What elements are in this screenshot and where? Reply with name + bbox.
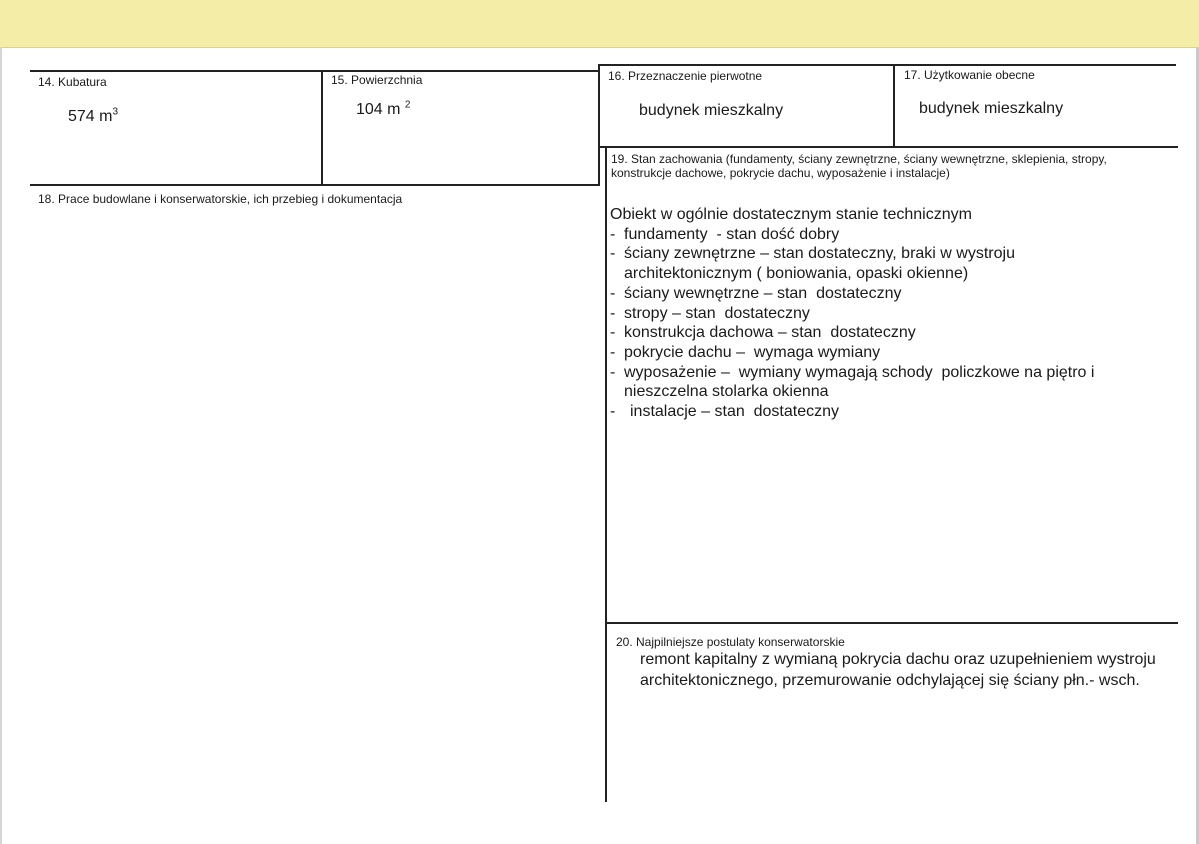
field-14-label: 14. Kubatura — [38, 75, 107, 89]
list-item-text: architektonicznym ( boniowania, opaski okienne) — [624, 265, 969, 283]
field-15-number: 104 m — [356, 101, 405, 118]
list-item — [610, 323, 1170, 343]
list-item-text: instalacje – stan dostateczny — [630, 403, 840, 421]
list-item-text: ściany zewnętrzne – stan dostateczny, braki w wystroju — [624, 245, 1015, 263]
list-dash: - — [610, 245, 616, 263]
list-item — [610, 363, 1170, 383]
list-item — [610, 284, 1170, 304]
list-item-text: ściany wewnętrzne – stan dostateczny — [624, 284, 902, 302]
list-dash: - — [610, 363, 616, 381]
field-17-value: budynek mieszkalny — [919, 100, 1064, 117]
field-17-label: 17. Użytkowanie obecne — [904, 68, 1035, 82]
list-item-text: stropy – stan dostateczny — [624, 304, 810, 322]
rule-col-16-17 — [893, 64, 895, 148]
field-15-unit-exponent: 2 — [404, 99, 411, 111]
field-15-value — [356, 101, 410, 119]
list-dash: - — [610, 343, 616, 361]
list-item-text: nieszczelna stolarka okienna — [624, 383, 829, 401]
field-14-number: 574 m — [68, 108, 113, 125]
list-item-text: fundamenty - stan dość dobry — [624, 225, 840, 243]
field-20-line2: architektonicznego, przemurowanie odchylającej się ściany płn.- wsch. — [640, 672, 1140, 689]
list-item-text: wyposażenie – wymiany wymagają schody policzkowe na piętro i — [624, 363, 1095, 381]
rule-top-left — [30, 70, 598, 72]
rule-top-right — [598, 64, 1176, 66]
field-20-line1: remont kapitalny z wymianą pokrycia dachu oraz uzupełnieniem wystroju — [640, 651, 1156, 668]
field-14-unit-exponent: 3 — [112, 106, 119, 118]
field-19-intro: Obiekt w ogólnie dostatecznym stanie technicznym — [610, 206, 972, 223]
rule-under-14-15 — [30, 184, 600, 186]
list-dash: - — [610, 225, 616, 243]
list-item — [610, 304, 1170, 324]
list-dash: - — [610, 304, 616, 322]
scan-left-edge — [0, 47, 2, 844]
list-item — [610, 225, 1170, 245]
field-15-label: 15. Powierzchnia — [331, 73, 423, 87]
list-item — [610, 244, 1170, 264]
rule-col-14-15 — [321, 70, 323, 186]
field-19-content — [610, 205, 1170, 422]
field-16-label: 16. Przeznaczenie pierwotne — [608, 69, 763, 83]
field-16-value: budynek mieszkalny — [639, 102, 784, 119]
field-18-label: 18. Prace budowlane i konserwatorskie, ich przebieg i dokumentacja — [38, 192, 403, 206]
list-item-continuation — [610, 382, 1170, 402]
rule-above-20 — [605, 622, 1178, 624]
field-14-value — [68, 108, 118, 126]
list-item-text: konstrukcja dachowa – stan dostateczny — [624, 324, 916, 342]
rule-col-center-lower — [605, 146, 607, 802]
list-item — [610, 402, 1170, 422]
list-dash-spacer — [610, 264, 624, 284]
rule-col-center — [598, 64, 600, 186]
list-item-text: pokrycie dachu – wymaga wymiany — [624, 343, 881, 361]
list-dash: - — [610, 284, 616, 302]
list-dash: - — [610, 324, 616, 342]
list-dash-spacer — [610, 382, 624, 402]
list-dash: - — [610, 403, 616, 421]
field-19-label-line1: 19. Stan zachowania (fundamenty, ściany zewnętrzne, ściany wewnętrzne, sklepienia, stropy, — [611, 152, 1107, 166]
field-20-label: 20. Najpilniejsze postulaty konserwatorskie — [616, 635, 845, 649]
field-19-label-line2: konstrukcje dachowe, pokrycie dachu, wyposażenie i instalacje) — [611, 166, 950, 180]
paper-top-strip — [0, 0, 1199, 48]
field-20-content — [640, 649, 1180, 691]
list-item-continuation — [610, 264, 1170, 284]
list-item — [610, 343, 1170, 363]
rule-under-16-17 — [598, 146, 1178, 148]
